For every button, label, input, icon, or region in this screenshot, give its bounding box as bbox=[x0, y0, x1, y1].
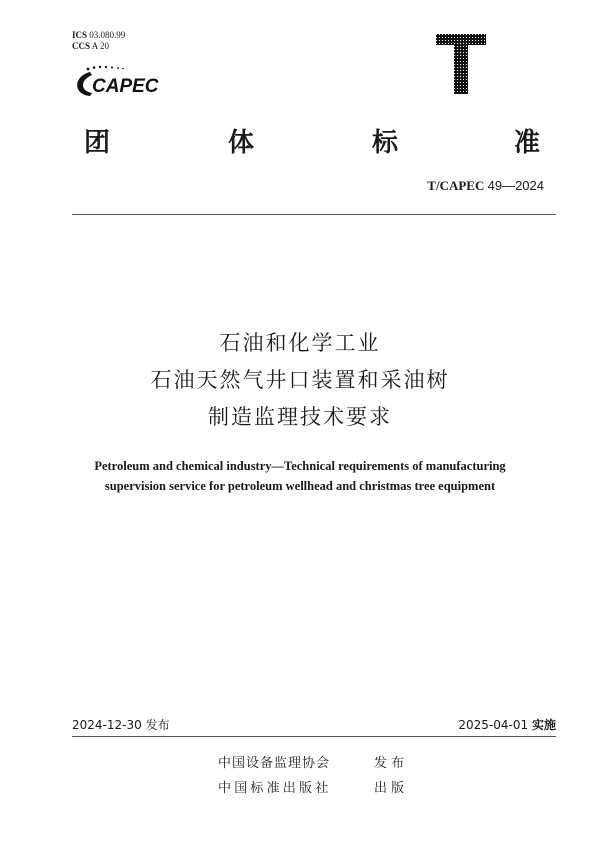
standard-type-char-4: 准 bbox=[514, 128, 541, 158]
issue-label: 发布 bbox=[145, 718, 170, 732]
classification-codes bbox=[72, 30, 125, 52]
issue-date-line bbox=[72, 716, 170, 733]
title-en-line-2: supervision service for petroleum wellhead and christmas tree equipment bbox=[104, 479, 496, 493]
title-cn-line-1: 石油和化学工业 bbox=[219, 331, 381, 355]
publisher-1-role: 发 布 bbox=[374, 756, 405, 771]
t-letter-icon bbox=[436, 34, 486, 94]
standard-number bbox=[427, 178, 544, 194]
publisher-2-name: 中国标准出版社 bbox=[218, 781, 332, 796]
title-en-line-1: Petroleum and chemical industry—Technical requirements of manufacturing bbox=[94, 459, 506, 473]
footer-divider bbox=[72, 736, 556, 737]
header-divider bbox=[72, 214, 556, 215]
issue-date: 2024-12-30 bbox=[72, 718, 142, 732]
standard-code: 49—2024 bbox=[487, 178, 544, 193]
effective-label: 实施 bbox=[531, 718, 556, 732]
effective-date: 2025-04-01 bbox=[458, 718, 529, 732]
title-en bbox=[60, 456, 540, 496]
standard-prefix: T/CAPEC bbox=[427, 178, 485, 193]
standard-type-char-1: 团 bbox=[84, 128, 111, 158]
effective-date-line bbox=[458, 716, 556, 733]
capec-logo-icon bbox=[70, 60, 170, 100]
publisher-1-name: 中国设备监理协会 bbox=[218, 756, 331, 771]
title-cn bbox=[0, 325, 600, 436]
ccs-line: CCS A 20 bbox=[72, 41, 110, 51]
standard-type-char-3: 标 bbox=[372, 128, 399, 158]
capec-logo bbox=[70, 60, 170, 100]
title-cn-line-3: 制造监理技术要求 bbox=[208, 405, 392, 429]
ics-line: ICS 03.080.99 bbox=[72, 30, 126, 40]
publisher-2-role: 出 版 bbox=[374, 781, 405, 796]
standard-category-letter bbox=[436, 34, 486, 94]
logo-text: CAPEC bbox=[92, 76, 159, 97]
title-cn-line-2: 石油天然气井口装置和采油树 bbox=[150, 368, 450, 392]
standard-type-char-2: 体 bbox=[228, 128, 255, 158]
